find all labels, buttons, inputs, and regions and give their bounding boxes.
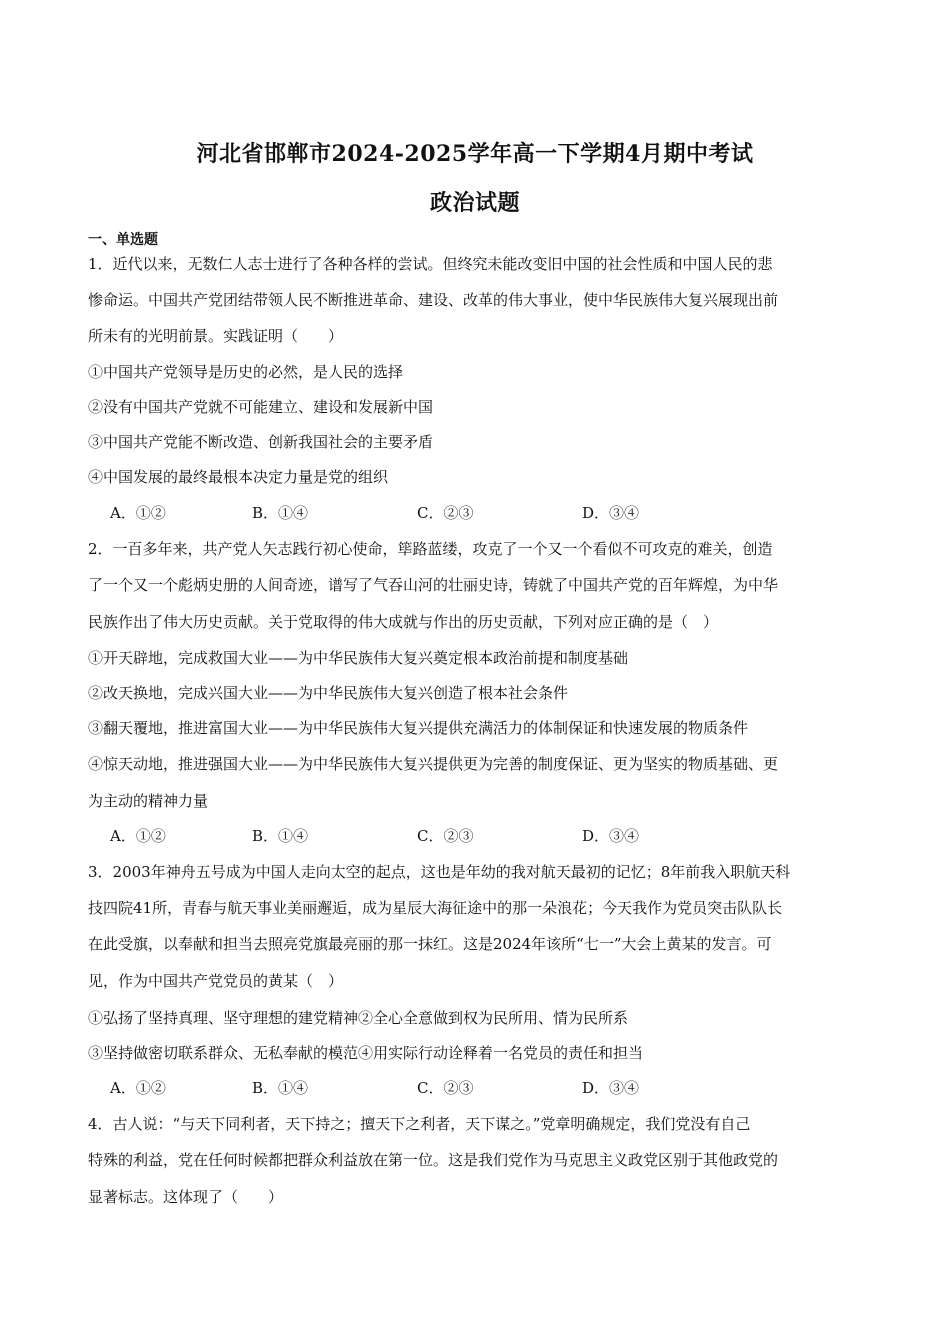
question-2-stem-line-1: 2．一百多年来，共产党人矢志践行初心使命，筚路蓝缕，攻克了一个又一个看似不可攻克的难关，创造 xyxy=(88,540,773,558)
question-1-stem-line-1: 1．近代以来，无数仁人志士进行了各种各样的尝试。但终究未能改变旧中国的社会性质和中国人民的悲 xyxy=(88,255,773,273)
question-3-stem-line-1: 3．2003年神舟五号成为中国人走向太空的起点，这也是年幼的我对航天最初的记忆；8年前我入职航天科 xyxy=(88,863,791,881)
question-2-stem-line-2: 了一个又一个彪炳史册的人间奇迹，谱写了气吞山河的壮丽史诗，铸就了中国共产党的百年辉煌，为中华 xyxy=(88,576,779,594)
question-3-stem-line-4: 见，作为中国共产党党员的黄某（ ） xyxy=(88,972,344,990)
question-3-option-b: B．①④ xyxy=(252,1079,309,1097)
question-1-option-a: A．①② xyxy=(110,504,166,522)
question-2-item-4-cont: 为主动的精神力量 xyxy=(88,792,209,810)
question-4-stem-line-3: 显著标志。这体现了（ ） xyxy=(88,1188,284,1206)
question-2-option-d: D．③④ xyxy=(582,827,640,845)
question-1-item-1: ①中国共产党领导是历史的必然，是人民的选择 xyxy=(88,363,404,381)
question-3-option-c: C．②③ xyxy=(417,1079,474,1097)
question-3-item-1: ①弘扬了坚持真理、坚守理想的建党精神②全心全意做到权为民所用、情为民所系 xyxy=(88,1009,629,1027)
question-1-item-4: ④中国发展的最终最根本决定力量是党的组织 xyxy=(88,468,389,486)
question-1-item-2: ②没有中国共产党就不可能建立、建设和发展新中国 xyxy=(88,398,434,416)
question-3-stem-line-3: 在此受旗，以奉献和担当去照亮党旗最亮丽的那一抹红。这是2024年该所“七一”大会上黄某的发言。可 xyxy=(88,935,772,953)
question-4-stem-line-1: 4．古人说：“与天下同利者，天下持之；擅天下之利者，天下谋之。”党章明确规定，我们党没有自己 xyxy=(88,1115,751,1133)
question-1-stem-line-2: 惨命运。中国共产党团结带领人民不断推进革命、建设、改革的伟大事业，使中华民族伟大复兴展现出前 xyxy=(88,291,779,309)
question-3-item-2: ③坚持做密切联系群众、无私奉献的模范④用实际行动诠释着一名党员的责任和担当 xyxy=(88,1044,644,1062)
question-4-stem-line-2: 特殊的利益，党在任何时候都把群众利益放在第一位。这是我们党作为马克思主义政党区别于其他政党的 xyxy=(88,1151,779,1169)
question-2-item-1: ①开天辟地，完成救国大业——为中华民族伟大复兴奠定根本政治前提和制度基础 xyxy=(88,649,629,667)
question-2-stem-line-3: 民族作出了伟大历史贡献。关于党取得的伟大成就与作出的历史贡献，下列对应正确的是（ ） xyxy=(88,613,719,631)
document-title: 河北省邯郸市2024-2025学年高一下学期4月期中考试 xyxy=(196,141,754,167)
question-3-stem-line-2: 技四院41所，青春与航天事业美丽邂逅，成为星辰大海征途中的那一朵浪花；今天我作为党员突击队队长 xyxy=(88,899,783,917)
question-2-option-c: C．②③ xyxy=(417,827,474,845)
question-2-option-b: B．①④ xyxy=(252,827,309,845)
question-3-option-d: D．③④ xyxy=(582,1079,640,1097)
question-1-option-d: D．③④ xyxy=(582,504,640,522)
question-2-item-3: ③翻天覆地，推进富国大业——为中华民族伟大复兴提供充满活力的体制保证和快速发展的物质条件 xyxy=(88,719,749,737)
document-subtitle: 政治试题 xyxy=(429,190,520,216)
section-heading: 一、单选题 xyxy=(88,232,158,248)
question-3-option-a: A．①② xyxy=(110,1079,166,1097)
question-1-item-3: ③中国共产党能不断改造、创新我国社会的主要矛盾 xyxy=(88,433,434,451)
question-1-option-b: B．①④ xyxy=(252,504,309,522)
question-1-option-c: C．②③ xyxy=(417,504,474,522)
question-2-option-a: A．①② xyxy=(110,827,166,845)
question-2-item-2: ②改天换地，完成兴国大业——为中华民族伟大复兴创造了根本社会条件 xyxy=(88,684,569,702)
question-2-item-4: ④惊天动地，推进强国大业——为中华民族伟大复兴提供更为完善的制度保证、更为坚实的物质基础、更 xyxy=(88,755,779,773)
question-1-stem-line-3: 所未有的光明前景。实践证明（ ） xyxy=(88,327,344,345)
